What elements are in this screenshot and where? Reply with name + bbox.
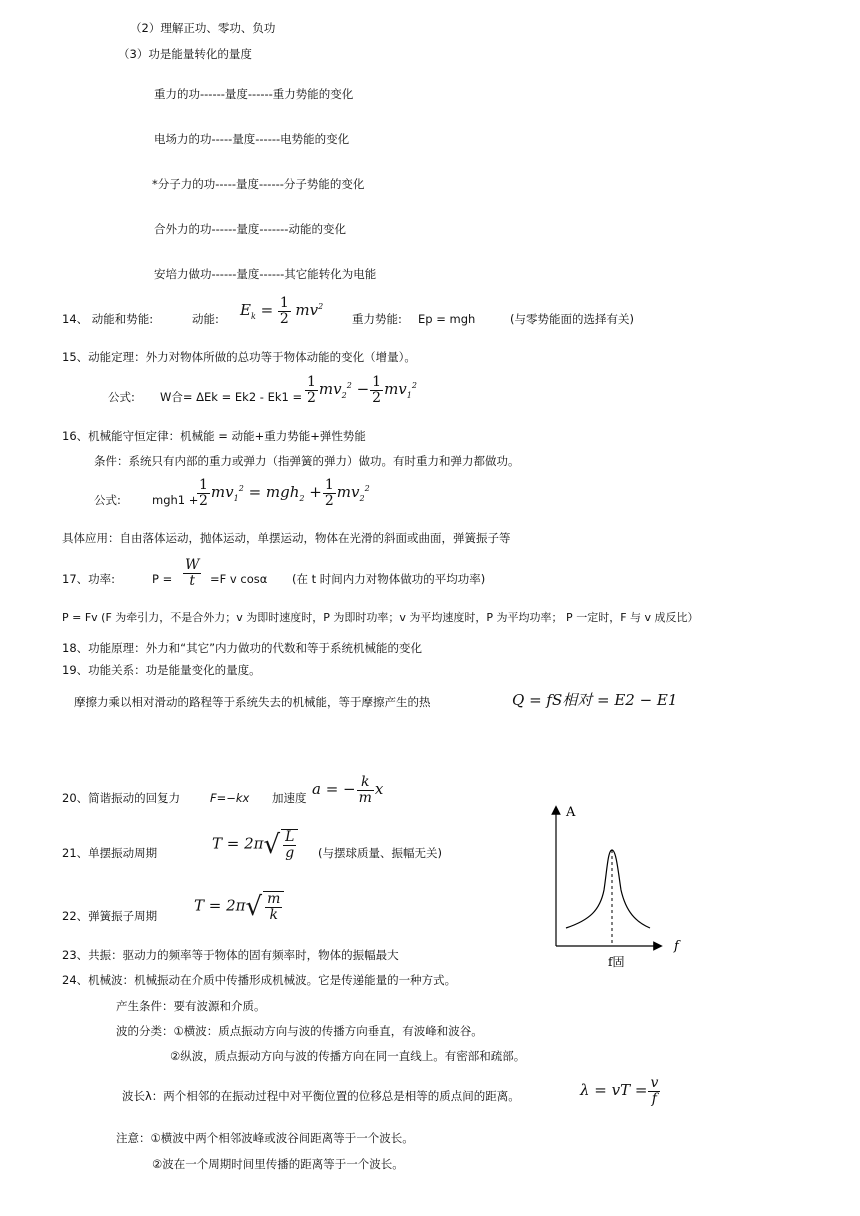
s19-text: 19、功能关系：功是能量变化的量度。 (62, 663, 261, 677)
friction-text: 摩擦力乘以相对滑动的路程等于系统失去的机械能，等于摩擦产生的热 (74, 695, 431, 709)
s16-text: 16、机械能守恒定律：机械能 = 动能+重力势能+弹性势能 (62, 429, 366, 443)
s16-formula-left: mgh1 + (152, 493, 199, 507)
s15-text: 15、动能定理：外力对物体所做的总功等于物体动能的变化（增量）。 (62, 350, 416, 364)
s15-formula-math: $\frac{1}{2}$ $mv_2^2$ − $\frac{1}{2}$ $mv_1^2$ (307, 374, 417, 406)
net-work-line: 合外力的功------量度-------动能的变化 (154, 222, 346, 236)
wave-types-2: ②纵波，质点振动方向与波的传播方向在同一直线上。有密部和疏部。 (170, 1049, 526, 1063)
ampere-work-line: 安培力做功------量度------其它能转化为电能 (154, 267, 377, 281)
note-2: ②波在一个周期时间里传播的距离等于一个波长。 (152, 1157, 404, 1171)
s15-formula-label: 公式: (108, 390, 135, 404)
pe-note: (与零势能面的选择有关) (510, 312, 634, 326)
peak-label: f固 (608, 955, 625, 969)
acceleration-formula: a = − $\frac{k}{m}$ x (312, 774, 384, 806)
application-text: 具体应用：自由落体运动，抛体运动，单摆运动，物体在光滑的斜面或曲面，弹簧振子等 (62, 531, 511, 545)
wave-types-1: 波的分类：①横波：质点振动方向与波的传播方向垂直，有波峰和波谷。 (116, 1024, 483, 1038)
q-formula: Q = fS相对 = E2 − E1 (512, 691, 678, 709)
s14-label: 14、 动能和势能: (62, 312, 154, 326)
s17-rest: =F v cosα (210, 572, 268, 586)
s16-formula-math: $\frac{1}{2}$ $mv_1^2 = mgh_2$ + $\frac{1}{2}$ $mv_2^2$ (199, 477, 370, 509)
wavelength-formula: λ = vT = $\frac{v}{f}$ (580, 1075, 659, 1107)
s24-text: 24、机械波：机械振动在介质中传播形成机械波。它是传递能量的一种方式。 (62, 973, 457, 987)
note-1: 注意：①横波中两个相邻波峰或波谷间距离等于一个波长。 (116, 1131, 414, 1145)
s22-label: 22、弹簧振子周期 (62, 909, 158, 923)
s23-text: 23、共振：驱动力的频率等于物体的固有频率时，物体的振幅最大 (62, 948, 399, 962)
restoring-force: F=−kx (210, 791, 250, 805)
molecular-work-line: *分子力的功-----量度------分子势能的变化 (152, 177, 365, 191)
spring-formula: T = 2π√ $\frac{m}{k}$ (194, 891, 284, 923)
s16-condition: 条件：系统只有内部的重力或弹力（指弹簧的弹力）做功。有时重力和弹力都做功。 (94, 454, 520, 468)
y-axis-label: A (566, 805, 576, 820)
s17-label: 17、功率: (62, 572, 116, 586)
electric-work-line: 电场力的功-----量度------电势能的变化 (154, 132, 350, 146)
wavelength-def: 波长λ：两个相邻的在振动过程中对平衡位置的位移总是相等的质点间的距离。 (122, 1089, 520, 1103)
work-item-2: （2）理解正功、零功、负功 (130, 21, 276, 35)
pe-label: 重力势能: (352, 312, 402, 326)
pe-formula: Ep = mgh (418, 312, 476, 326)
s17-note: (在 t 时间内力对物体做功的平均功率) (292, 572, 486, 586)
s20-label: 20、简谐振动的回复力 (62, 791, 181, 805)
s18-text: 18、功能原理：外力和“其它”内力做功的代数和等于系统机械能的变化 (62, 641, 423, 655)
x-axis-label: f (674, 939, 679, 954)
pfv-line: P = Fv (F 为牵引力，不是合外力；v 为即时速度时，P 为即时功率；v 为平均速度时，P 为平均功率； P 一定时，F 与 v 成反比） (62, 611, 699, 624)
s21-note: (与摆球质量、振幅无关) (318, 846, 442, 860)
gravity-work-line: 重力的功------量度------重力势能的变化 (154, 87, 354, 101)
ke-label: 动能: (192, 312, 219, 326)
s21-label: 21、单摆振动周期 (62, 846, 158, 860)
s17-p-eq: P = (152, 572, 173, 586)
s17-w-over-t: $\frac{W}{t}$ (185, 557, 200, 589)
work-item-3: （3）功是能量转化的量度 (118, 47, 252, 61)
s24-condition: 产生条件：要有波源和介质。 (116, 999, 266, 1013)
acceleration-label: 加速度 (272, 791, 307, 805)
s15-formula-text: W合= ΔEk = Ek2 - Ek1 = (160, 390, 303, 404)
pendulum-formula: T = 2π√ $\frac{L}{g}$ (212, 829, 298, 861)
resonance-graph (540, 800, 690, 975)
s16-formula-label: 公式: (94, 493, 121, 507)
ke-formula: $E_k$ = $\frac{1}{2}$ $mv^2$ (240, 295, 324, 327)
resonance-curve (566, 850, 650, 928)
